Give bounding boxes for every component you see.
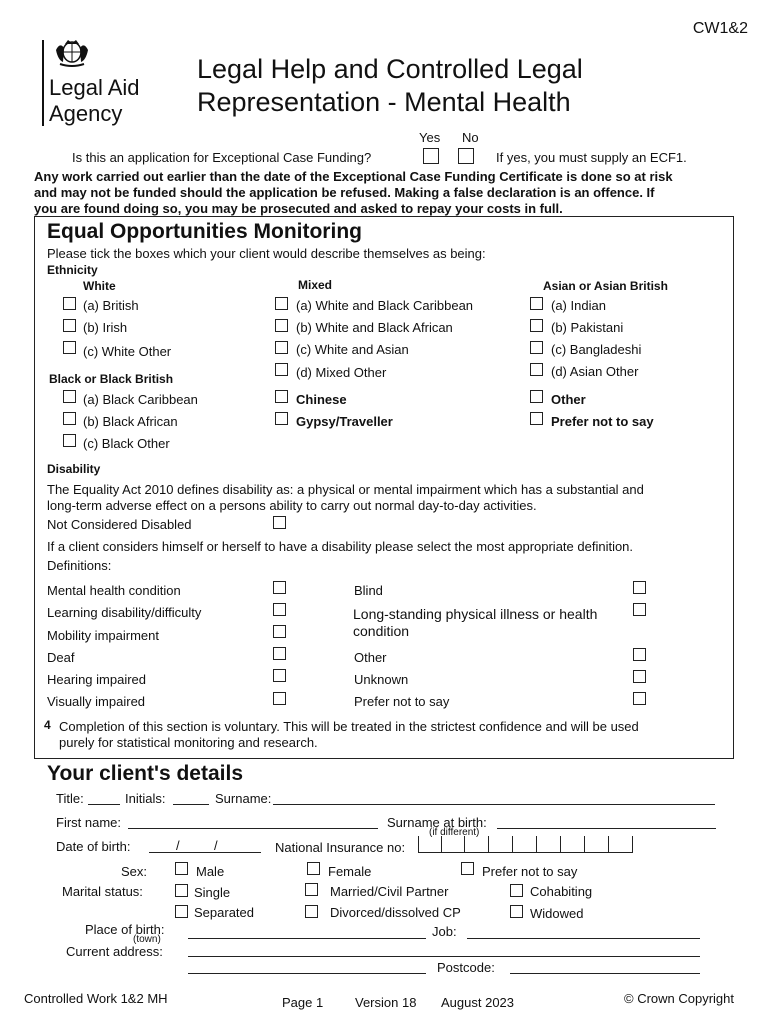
mixed-caribbean-label: (a) White and Black Caribbean <box>296 298 474 313</box>
marital-divorced-label: Divorced/dissolved CP <box>330 905 461 920</box>
eom-heading: Equal Opportunities Monitoring <box>47 220 362 243</box>
title-field[interactable] <box>88 804 120 805</box>
ethnicity-prefer-checkbox[interactable] <box>530 412 543 425</box>
voluntary-note-line2: purely for statistical monitoring and research. <box>59 735 318 750</box>
marital-married-checkbox[interactable] <box>305 883 318 896</box>
voluntary-note-line1: Completion of this section is voluntary. This will be treated in the strictest confidence and will be used <box>59 719 639 734</box>
title-label: Title: <box>56 791 84 806</box>
surname-label: Surname: <box>215 791 272 806</box>
disability-prefer-label: Prefer not to say <box>354 694 450 709</box>
disability-other-label: Other <box>354 650 387 665</box>
address-field-line1[interactable] <box>188 956 700 957</box>
ni-label: National Insurance no: <box>275 840 406 855</box>
disability-mobility-label: Mobility impairment <box>47 628 159 643</box>
ethnicity-other-checkbox[interactable] <box>530 390 543 403</box>
asian-indian-checkbox[interactable] <box>530 297 543 310</box>
asian-heading: Asian or Asian British <box>543 279 668 293</box>
royal-crest-icon <box>52 38 92 68</box>
agency-name-line2: Agency <box>49 101 123 126</box>
ecf-yes-label: Yes <box>419 130 441 145</box>
asian-other-checkbox[interactable] <box>530 363 543 376</box>
chinese-checkbox[interactable] <box>275 390 288 403</box>
asian-bangladeshi-label: (c) Bangladeshi <box>551 342 642 357</box>
postcode-field[interactable] <box>510 973 700 974</box>
footer-copyright: © Crown Copyright <box>624 991 735 1006</box>
mixed-other-checkbox[interactable] <box>275 363 288 376</box>
address-field-line2[interactable] <box>188 973 426 974</box>
initials-label: Initials: <box>125 791 166 806</box>
marital-married-label: Married/Civil Partner <box>330 884 449 899</box>
disability-learning-label: Learning disability/difficulty <box>47 605 202 620</box>
client-details-heading: Your client's details <box>47 762 243 785</box>
disability-deaf-checkbox[interactable] <box>273 647 286 660</box>
job-field[interactable] <box>467 938 700 939</box>
first-name-label: First name: <box>56 815 122 830</box>
definitions-label: Definitions: <box>47 558 112 573</box>
place-birth-field[interactable] <box>188 938 426 939</box>
disability-definition-line2: long-term adverse effect on a persons ability to carry out normal day-to-day activities. <box>47 498 537 513</box>
sex-prefer-label: Prefer not to say <box>482 864 578 879</box>
marital-single-checkbox[interactable] <box>175 884 188 897</box>
white-other-label: (c) White Other <box>83 344 172 359</box>
mixed-african-checkbox[interactable] <box>275 319 288 332</box>
current-address-label: Current address: <box>66 944 163 959</box>
surname-field[interactable] <box>273 804 715 805</box>
ethnicity-heading: Ethnicity <box>47 263 98 277</box>
ecf-no-label: No <box>462 130 479 145</box>
dob-separator-1: / <box>176 838 180 853</box>
marital-divorced-checkbox[interactable] <box>305 905 318 918</box>
black-caribbean-checkbox[interactable] <box>63 390 76 403</box>
disability-longstanding-label-cont: condition <box>353 623 410 639</box>
marital-cohabiting-checkbox[interactable] <box>510 884 523 897</box>
not-disabled-label: Not Considered Disabled <box>47 517 192 532</box>
ecf-question: Is this an application for Exceptional Case Funding? <box>72 150 372 165</box>
white-irish-label: (b) Irish <box>83 320 128 335</box>
black-other-label: (c) Black Other <box>83 436 170 451</box>
black-african-label: (b) Black African <box>83 414 178 429</box>
marital-separated-label: Separated <box>194 905 254 920</box>
marital-separated-checkbox[interactable] <box>175 905 188 918</box>
black-caribbean-label: (a) Black Caribbean <box>83 392 198 407</box>
chinese-label: Chinese <box>296 392 347 407</box>
marital-widowed-label: Widowed <box>530 906 584 921</box>
postcode-label: Postcode: <box>437 960 495 975</box>
not-disabled-checkbox[interactable] <box>273 516 286 529</box>
disability-visual-label: Visually impaired <box>47 694 146 709</box>
sex-male-label: Male <box>196 864 225 879</box>
disability-hearing-checkbox[interactable] <box>273 669 286 682</box>
disability-heading: Disability <box>47 462 101 476</box>
ethnicity-other-label: Other <box>551 392 586 407</box>
if-different-note: (if different) <box>429 827 480 838</box>
initials-field[interactable] <box>173 804 209 805</box>
disability-deaf-label: Deaf <box>47 650 75 665</box>
black-heading: Black or Black British <box>49 372 174 386</box>
marital-status-label: Marital status: <box>62 884 143 899</box>
footer-page: Page 1 <box>282 995 324 1010</box>
mixed-african-label: (b) White and Black African <box>296 320 453 335</box>
sex-female-label: Female <box>328 864 372 879</box>
surname-birth-label: Surname at birth: <box>387 815 487 830</box>
form-title-line2: Representation - Mental Health <box>197 87 571 117</box>
dob-separator-2: / <box>214 838 218 853</box>
disability-mental-health-label: Mental health condition <box>47 583 181 598</box>
ethnicity-prefer-label: Prefer not to say <box>551 414 654 429</box>
disability-unknown-checkbox[interactable] <box>633 670 646 683</box>
mixed-other-label: (d) Mixed Other <box>296 365 387 380</box>
town-note: (town) <box>133 934 161 945</box>
gypsy-traveller-checkbox[interactable] <box>275 412 288 425</box>
mixed-asian-label: (c) White and Asian <box>296 342 409 357</box>
ni-number-field[interactable] <box>418 836 633 853</box>
disability-prefer-checkbox[interactable] <box>633 692 646 705</box>
disability-learning-checkbox[interactable] <box>273 603 286 616</box>
mixed-asian-checkbox[interactable] <box>275 341 288 354</box>
disability-select-instruction: If a client considers himself or herself to have a disability please select the most appropriate definition. <box>47 539 634 554</box>
asian-other-label: (d) Asian Other <box>551 364 639 379</box>
sex-prefer-checkbox[interactable] <box>461 862 474 875</box>
disability-blind-checkbox[interactable] <box>633 581 646 594</box>
footer-version: Version 18 <box>355 995 417 1010</box>
gypsy-traveller-label: Gypsy/Traveller <box>296 414 393 429</box>
asian-pakistani-label: (b) Pakistani <box>551 320 624 335</box>
marital-widowed-checkbox[interactable] <box>510 905 523 918</box>
mixed-heading: Mixed <box>298 278 333 292</box>
disability-visual-checkbox[interactable] <box>273 692 286 705</box>
disability-definition-line1: The Equality Act 2010 defines disability as: a physical or mental impairment which has a substantial and <box>47 482 644 497</box>
marital-single-label: Single <box>194 885 231 900</box>
logo-bar <box>42 40 44 126</box>
first-name-field[interactable] <box>128 828 378 829</box>
white-other-checkbox[interactable] <box>63 341 76 354</box>
dob-label: Date of birth: <box>56 839 131 854</box>
surname-birth-field[interactable] <box>497 828 716 829</box>
footer-date: August 2023 <box>441 995 515 1010</box>
disability-longstanding-checkbox[interactable] <box>633 603 646 616</box>
white-heading: White <box>83 279 116 293</box>
sex-label: Sex: <box>121 864 148 879</box>
form-code: CW1&2 <box>692 20 748 37</box>
eom-intro: Please tick the boxes which your client would describe themselves as being: <box>47 246 486 261</box>
disability-other-checkbox[interactable] <box>633 648 646 661</box>
warning-line3: you are found doing so, you may be prosecuted and asked to repay your costs in full. <box>34 201 563 216</box>
note-number: 4 <box>44 718 51 732</box>
ecf-no-checkbox[interactable] <box>458 148 474 164</box>
footer-form-name: Controlled Work 1&2 MH <box>24 991 168 1006</box>
asian-bangladeshi-checkbox[interactable] <box>530 341 543 354</box>
disability-blind-label: Blind <box>354 583 383 598</box>
asian-indian-label: (a) Indian <box>551 298 606 313</box>
sex-female-checkbox[interactable] <box>307 862 320 875</box>
black-african-checkbox[interactable] <box>63 412 76 425</box>
disability-hearing-label: Hearing impaired <box>47 672 146 687</box>
disability-mobility-checkbox[interactable] <box>273 625 286 638</box>
warning-line1: Any work carried out earlier than the date of the Exceptional Case Funding Certificate is done so at risk <box>34 169 673 184</box>
ecf-note: If yes, you must supply an ECF1. <box>496 150 687 165</box>
mixed-caribbean-checkbox[interactable] <box>275 297 288 310</box>
form-title-line1: Legal Help and Controlled Legal <box>197 54 583 84</box>
disability-mental-health-checkbox[interactable] <box>273 581 286 594</box>
sex-male-checkbox[interactable] <box>175 862 188 875</box>
disability-longstanding-label: Long-standing physical illness or health <box>353 606 598 622</box>
place-birth-label: Place of birth: <box>85 922 165 937</box>
warning-line2: and may not be funded should the application be refused. Making a false declaration is an offence. If <box>34 185 655 200</box>
dob-field[interactable] <box>149 852 261 853</box>
white-british-label: (a) British <box>83 298 139 313</box>
asian-pakistani-checkbox[interactable] <box>530 319 543 332</box>
marital-cohabiting-label: Cohabiting <box>530 884 593 899</box>
white-british-checkbox[interactable] <box>63 297 76 310</box>
disability-unknown-label: Unknown <box>354 672 409 687</box>
black-other-checkbox[interactable] <box>63 434 76 447</box>
job-label: Job: <box>432 924 457 939</box>
ecf-yes-checkbox[interactable] <box>423 148 439 164</box>
white-irish-checkbox[interactable] <box>63 319 76 332</box>
agency-name-line1: Legal Aid <box>49 75 140 100</box>
